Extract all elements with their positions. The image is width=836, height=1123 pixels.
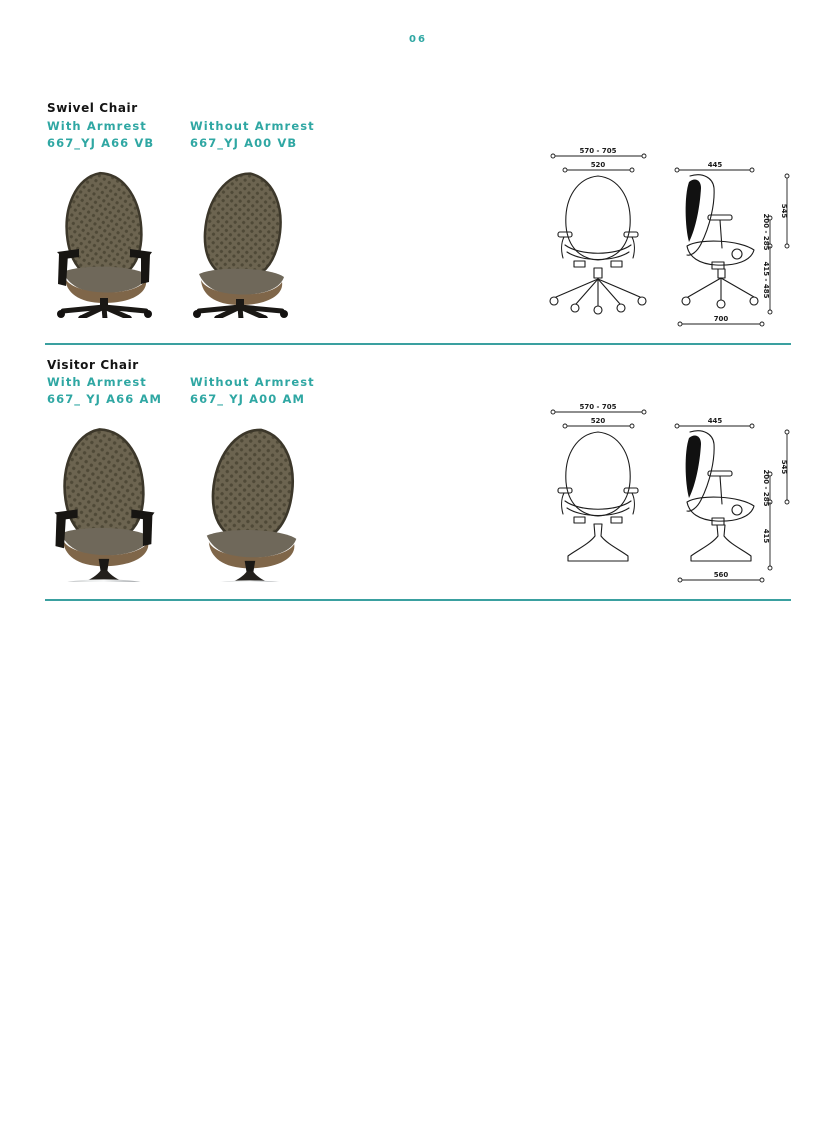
dim-overall-width: 570 - 705 <box>579 403 617 411</box>
variant-code: 667_ YJ A00 AM <box>190 392 306 406</box>
variant-code: 667_YJ A00 VB <box>190 136 298 150</box>
dim-seat-width: 520 <box>590 417 606 425</box>
section-separator <box>45 343 791 345</box>
swivel-chair-technical-drawing <box>540 142 802 338</box>
dim-armrest-height: 200 - 285 <box>762 213 770 251</box>
section-title-swivel: Swivel Chair <box>47 101 138 115</box>
variant-code: 667_YJ A66 VB <box>47 136 155 150</box>
dim-seat-height: 415 - 485 <box>762 261 770 299</box>
section-separator <box>45 599 791 601</box>
variant-code: 667_ YJ A66 AM <box>47 392 163 406</box>
variant-label: Without Armrest <box>190 375 315 389</box>
dim-back-height: 545 <box>780 459 788 475</box>
dim-base-width: 700 <box>713 315 729 323</box>
variant-label: With Armrest <box>47 119 147 133</box>
visitor-chair-technical-drawing <box>540 398 802 594</box>
page-number: 06 <box>409 34 427 45</box>
dim-seat-depth: 445 <box>707 161 723 169</box>
dim-base-width: 560 <box>713 571 729 579</box>
dim-armrest-height: 200 - 285 <box>762 469 770 507</box>
variant-label: Without Armrest <box>190 119 315 133</box>
swivel-chair-without-armrest-photo <box>180 168 302 318</box>
visitor-chair-with-armrest-photo <box>40 424 170 582</box>
dim-seat-depth: 445 <box>707 417 723 425</box>
visitor-chair-without-armrest-photo <box>186 424 316 582</box>
dim-back-height: 545 <box>780 203 788 219</box>
dim-seat-height: 415 <box>762 528 770 544</box>
variant-label: With Armrest <box>47 375 147 389</box>
section-title-visitor: Visitor Chair <box>47 358 139 372</box>
swivel-chair-with-armrest-photo <box>44 168 166 318</box>
dim-overall-width: 570 - 705 <box>579 147 617 155</box>
dim-seat-width: 520 <box>590 161 606 169</box>
